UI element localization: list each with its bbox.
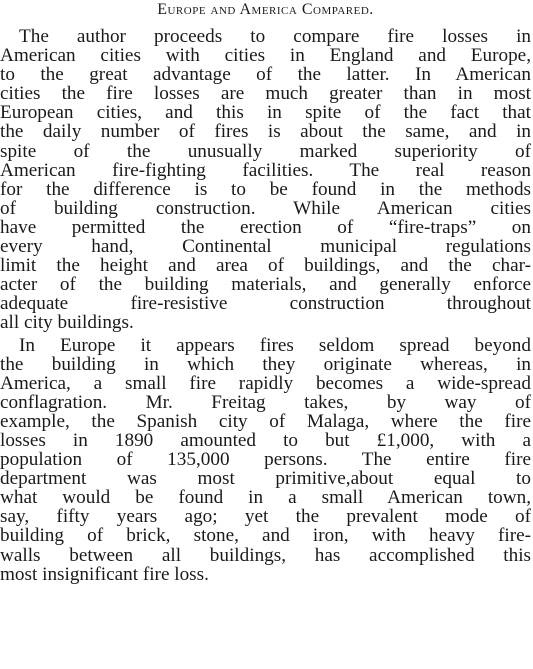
- text-line: limit the height and area of buildings, and the char-: [0, 255, 531, 277]
- text-line: European cities, and this in spite of the fact that: [0, 102, 531, 124]
- text-line: American fire-fighting facilities. The real reason: [0, 159, 531, 181]
- text-line: America, a small fire rapidly becomes a wide-spread: [0, 372, 531, 394]
- text-line: walls between all buildings, has accomplished this: [0, 544, 531, 566]
- paragraph-2: [0, 336, 531, 584]
- text-line: most insignificant fire loss.: [0, 563, 209, 585]
- text-line: of building construction. While American cities: [0, 197, 531, 219]
- text-line: the daily number of fires is about the same, and in: [0, 121, 531, 143]
- text-line: every hand, Continental municipal regulations: [0, 236, 531, 258]
- text-line: cities the fire losses are much greater than in most: [0, 83, 531, 105]
- text-line: say, fifty years ago; yet the prevalent mode of: [0, 506, 531, 528]
- paragraph-1: [0, 27, 531, 333]
- text-line: the building in which they originate whereas, in: [0, 353, 531, 375]
- text-line: spite of the unusually marked superiority of: [0, 140, 531, 162]
- text-line: losses in 1890 amounted to but £1,000, with a: [0, 429, 531, 451]
- section-heading: Europe and America Compared.: [157, 1, 374, 18]
- text-line: for the difference is to be found in the methods: [0, 178, 531, 200]
- text-line: all city buildings.: [0, 312, 134, 334]
- text-line: department was most primitive,about equal to: [0, 468, 531, 490]
- text-line: American cities with cities in England and Europe,: [0, 45, 531, 67]
- text-line: building of brick, stone, and iron, with heavy fire-: [0, 525, 531, 547]
- text-line: population of 135,000 persons. The entire fire: [0, 449, 531, 471]
- text-line: to the great advantage of the latter. In American: [0, 64, 531, 86]
- text-line: example, the Spanish city of Malaga, where the fire: [0, 410, 531, 432]
- text-line: adequate fire-resistive construction throughout: [0, 293, 531, 315]
- text-line: The author proceeds to compare fire losses in: [19, 26, 531, 47]
- text-line: conflagration. Mr. Freitag takes, by way of: [0, 391, 531, 413]
- text-line: acter of the building materials, and generally enforce: [0, 274, 531, 296]
- text-line: In Europe it appears fires seldom spread beyond: [19, 334, 531, 356]
- text-line: have permitted the erection of “fire-traps” on: [0, 216, 531, 238]
- text-line: what would be found in a small American town,: [0, 487, 531, 509]
